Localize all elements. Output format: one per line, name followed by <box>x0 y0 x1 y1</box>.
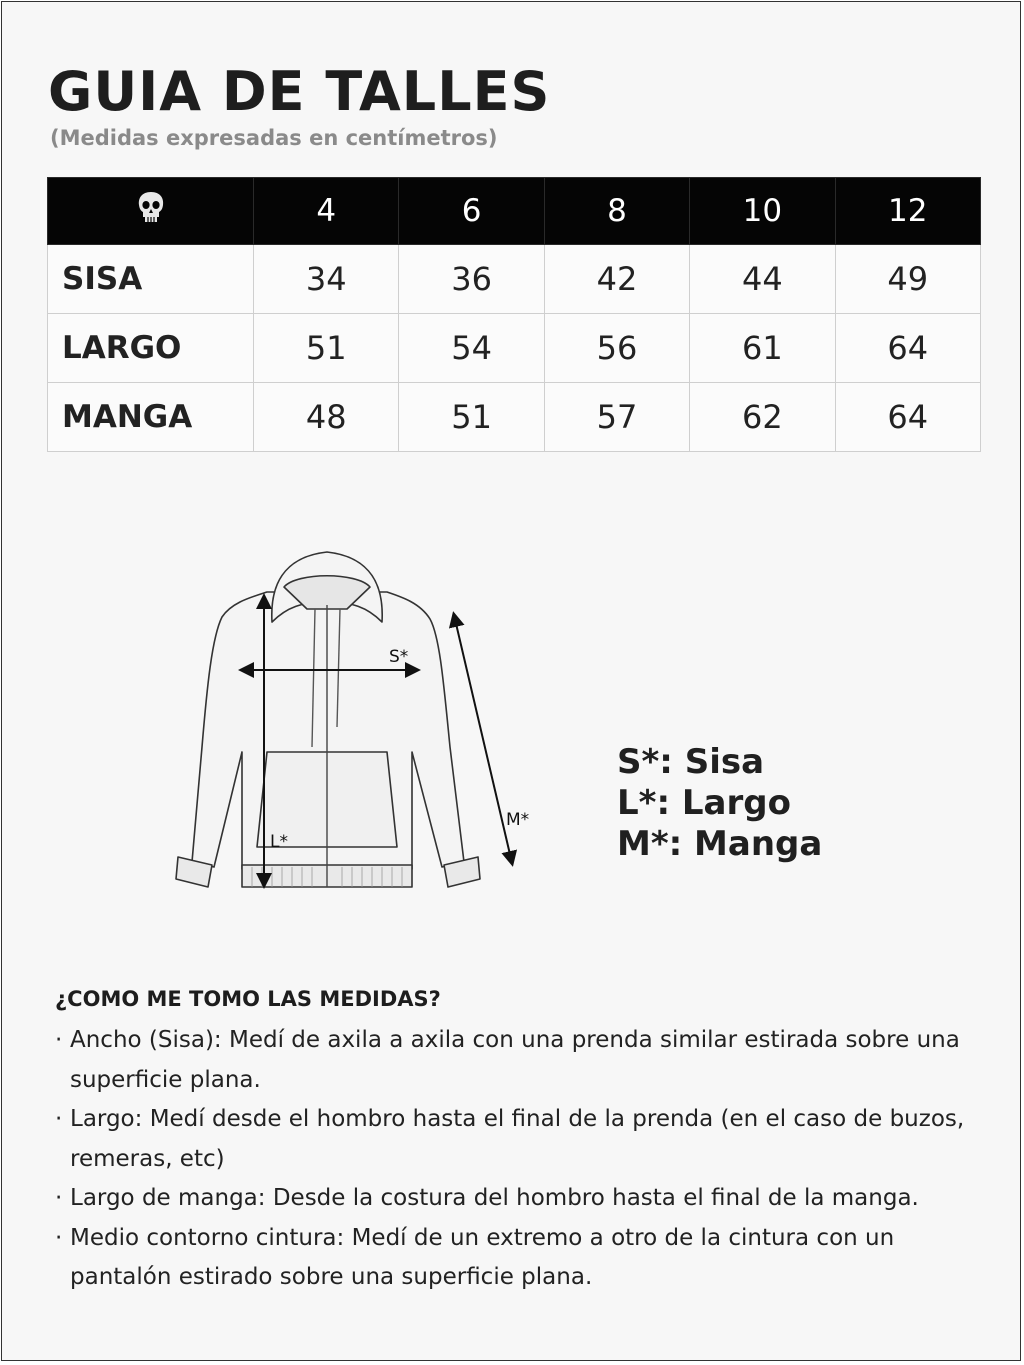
list-item <box>55 1219 985 1298</box>
instruction-text: Largo de manga: Desde la costura del hombro hasta el final de la manga. <box>70 1185 919 1211</box>
manga-label: M* <box>506 810 530 830</box>
instruction-text: Ancho (Sisa): Medí de axila a axila con una prenda similar estirada sobre una superficie plana. <box>70 1027 960 1093</box>
table-cell: 54 <box>399 314 544 383</box>
instruction-text: Largo: Medí desde el hombro hasta el final de la prenda (en el caso de buzos, remeras, etc) <box>70 1106 965 1172</box>
table-cell: 34 <box>254 245 399 314</box>
table-cell: 62 <box>690 383 835 452</box>
table-row-manga <box>48 383 981 452</box>
table-cell: 64 <box>835 314 980 383</box>
sisa-label: S* <box>389 647 409 667</box>
manga-arrow <box>454 615 512 863</box>
table-cell: 57 <box>544 383 689 452</box>
instructions-list <box>55 1021 985 1298</box>
size-header-8: 8 <box>544 178 689 245</box>
hoodie-diagram <box>172 547 542 896</box>
how-to-measure-title: ¿COMO ME TOMO LAS MEDIDAS? <box>55 987 441 1011</box>
list-item <box>55 1100 985 1179</box>
table-header-icon-cell <box>48 178 254 245</box>
table-cell: 44 <box>690 245 835 314</box>
bullet: · <box>55 1027 63 1053</box>
size-header-6: 6 <box>399 178 544 245</box>
instruction-text: Medio contorno cintura: Medí de un extremo a otro de la cintura con un pantalón estirado sobre una superficie plana. <box>70 1224 895 1290</box>
row-label: LARGO <box>48 314 254 383</box>
size-header-4: 4 <box>254 178 399 245</box>
table-header-row <box>48 178 981 245</box>
bullet: · <box>55 1106 63 1132</box>
row-label: MANGA <box>48 383 254 452</box>
table-cell: 64 <box>835 383 980 452</box>
size-header-12: 12 <box>835 178 980 245</box>
hoodie-illustration <box>172 547 542 892</box>
table-row-largo <box>48 314 981 383</box>
page-title: GUIA DE TALLES <box>48 60 551 123</box>
page-subtitle: (Medidas expresadas en centímetros) <box>50 126 498 150</box>
how-to-measure-section <box>55 987 985 1298</box>
table-cell: 61 <box>690 314 835 383</box>
row-label: SISA <box>48 245 254 314</box>
skull-icon <box>136 191 166 231</box>
legend-item-sisa: S*: Sisa <box>617 742 765 782</box>
bullet: · <box>55 1224 63 1251</box>
legend-item-manga: M*: Manga <box>617 824 823 864</box>
table-cell: 49 <box>835 245 980 314</box>
list-item <box>55 1021 985 1100</box>
table-cell: 42 <box>544 245 689 314</box>
table-cell: 51 <box>399 383 544 452</box>
table-cell: 51 <box>254 314 399 383</box>
table-cell: 48 <box>254 383 399 452</box>
bullet: · <box>55 1185 63 1211</box>
size-header-10: 10 <box>690 178 835 245</box>
size-table <box>47 177 981 452</box>
measurement-legend <box>617 742 822 865</box>
table-row-sisa <box>48 245 981 314</box>
table-cell: 56 <box>544 314 689 383</box>
table-cell: 36 <box>399 245 544 314</box>
list-item <box>55 1179 985 1219</box>
size-guide-page <box>1 1 1021 1361</box>
largo-label: L* <box>270 832 288 852</box>
legend-item-largo: L*: Largo <box>617 783 791 823</box>
